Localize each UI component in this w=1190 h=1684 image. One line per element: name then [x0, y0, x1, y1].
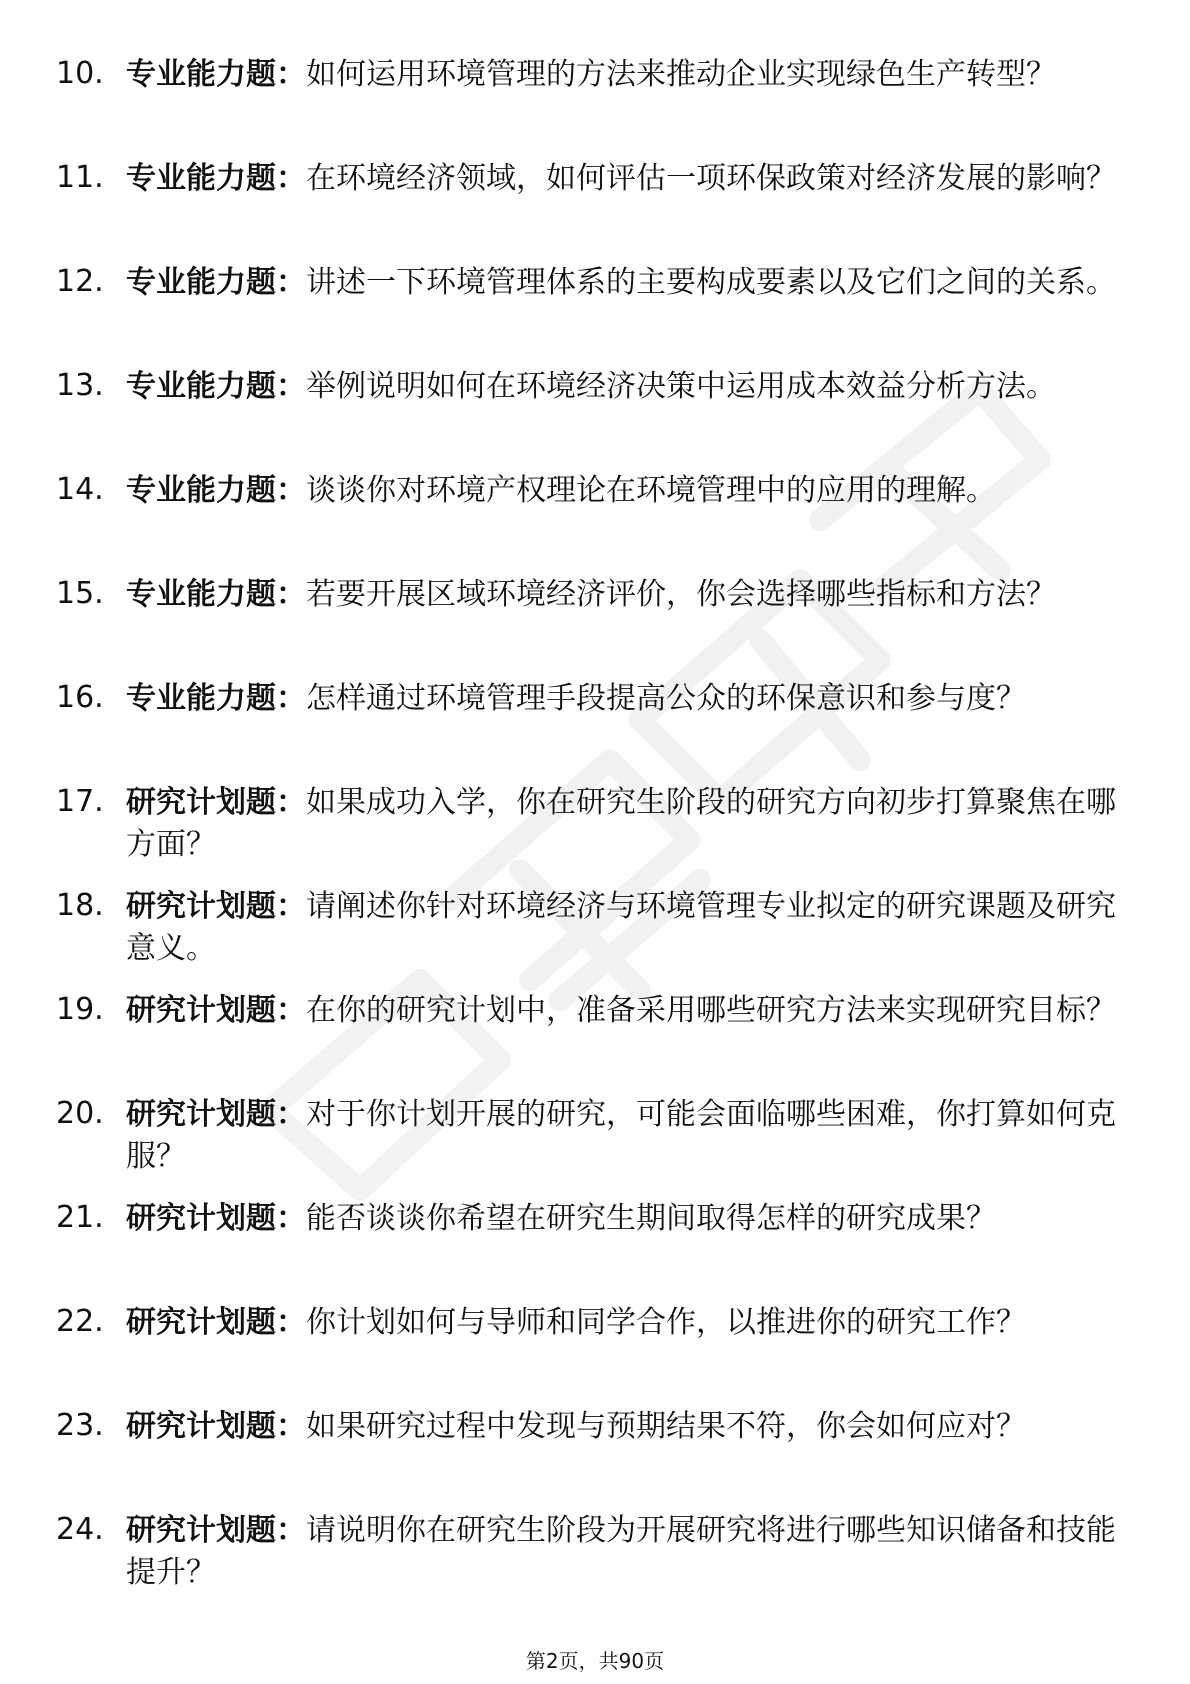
list-item [0, 44, 1190, 148]
list-item [0, 460, 1190, 564]
question-number: 15. [56, 576, 104, 611]
question-text: 请说明你在研究生阶段为开展研究将进行哪些知识储备和技能提升？ [126, 1513, 1116, 1590]
question-body [126, 990, 1116, 1032]
question-category: 研究计划题： [126, 1409, 306, 1444]
question-text: 谈谈你对环境产权理论在环境管理中的应用的理解。 [306, 473, 996, 508]
page-indicator: 第2页，共90页 [525, 1649, 665, 1673]
question-number: 21. [56, 1200, 104, 1235]
question-number: 24. [56, 1512, 104, 1547]
question-category: 专业能力题： [126, 265, 306, 300]
question-text: 对于你计划开展的研究，可能会面临哪些困难，你打算如何克服？ [126, 1097, 1116, 1174]
question-text: 如果研究过程中发现与预期结果不符，你会如何应对？ [306, 1409, 1026, 1444]
list-item [0, 668, 1190, 772]
question-category: 研究计划题： [126, 1513, 306, 1548]
question-number: 19. [56, 992, 104, 1027]
question-number: 12. [56, 264, 104, 299]
question-body [126, 678, 1116, 720]
list-item [0, 876, 1190, 980]
question-body [126, 262, 1116, 304]
question-body [126, 574, 1116, 616]
question-category: 专业能力题： [126, 161, 306, 196]
question-number: 22. [56, 1304, 104, 1339]
question-number: 17. [56, 784, 104, 819]
question-category: 专业能力题： [126, 577, 306, 612]
question-number: 16. [56, 680, 104, 715]
list-item [0, 1500, 1190, 1604]
question-category: 专业能力题： [126, 473, 306, 508]
question-body [126, 158, 1116, 200]
question-text: 如何运用环境管理的方法来推动企业实现绿色生产转型？ [306, 57, 1056, 92]
question-body [126, 1094, 1116, 1178]
list-item [0, 980, 1190, 1084]
question-body [126, 782, 1116, 866]
question-body [126, 470, 1116, 512]
question-category: 研究计划题： [126, 889, 306, 924]
list-item [0, 1292, 1190, 1396]
question-category: 研究计划题： [126, 1305, 306, 1340]
question-number: 23. [56, 1408, 104, 1443]
question-text: 讲述一下环境管理体系的主要构成要素以及它们之间的关系。 [306, 265, 1116, 300]
question-body [126, 366, 1116, 408]
question-category: 研究计划题： [126, 1097, 306, 1132]
list-item [0, 148, 1190, 252]
list-item [0, 1396, 1190, 1500]
question-number: 14. [56, 472, 104, 507]
list-item [0, 1188, 1190, 1292]
question-category: 研究计划题： [126, 993, 306, 1028]
question-list [0, 44, 1190, 1604]
question-body [126, 54, 1116, 96]
list-item [0, 356, 1190, 460]
question-body [126, 886, 1116, 970]
list-item [0, 564, 1190, 668]
question-number: 20. [56, 1096, 104, 1131]
question-number: 10. [56, 56, 104, 91]
question-body [126, 1302, 1116, 1344]
question-text: 若要开展区域环境经济评价，你会选择哪些指标和方法？ [306, 577, 1056, 612]
question-body [126, 1510, 1116, 1594]
question-category: 研究计划题： [126, 785, 306, 820]
question-text: 如果成功入学，你在研究生阶段的研究方向初步打算聚焦在哪方面？ [126, 785, 1116, 862]
question-text: 能否谈谈你希望在研究生期间取得怎样的研究成果？ [306, 1201, 996, 1236]
question-category: 专业能力题： [126, 369, 306, 404]
question-number: 13. [56, 368, 104, 403]
question-number: 18. [56, 888, 104, 923]
list-item [0, 1084, 1190, 1188]
list-item [0, 772, 1190, 876]
question-category: 研究计划题： [126, 1201, 306, 1236]
list-item [0, 252, 1190, 356]
question-text: 在环境经济领域，如何评估一项环保政策对经济发展的影响？ [306, 161, 1116, 196]
question-text: 怎样通过环境管理手段提高公众的环保意识和参与度？ [306, 681, 1026, 716]
question-category: 专业能力题： [126, 57, 306, 92]
question-text: 举例说明如何在环境经济决策中运用成本效益分析方法。 [306, 369, 1056, 404]
question-body [126, 1406, 1116, 1448]
question-number: 11. [56, 160, 104, 195]
question-text: 请阐述你针对环境经济与环境管理专业拟定的研究课题及研究意义。 [126, 889, 1116, 966]
question-text: 你计划如何与导师和同学合作，以推进你的研究工作？ [306, 1305, 1026, 1340]
question-text: 在你的研究计划中，准备采用哪些研究方法来实现研究目标？ [306, 993, 1116, 1028]
question-category: 专业能力题： [126, 681, 306, 716]
question-body [126, 1198, 1116, 1240]
